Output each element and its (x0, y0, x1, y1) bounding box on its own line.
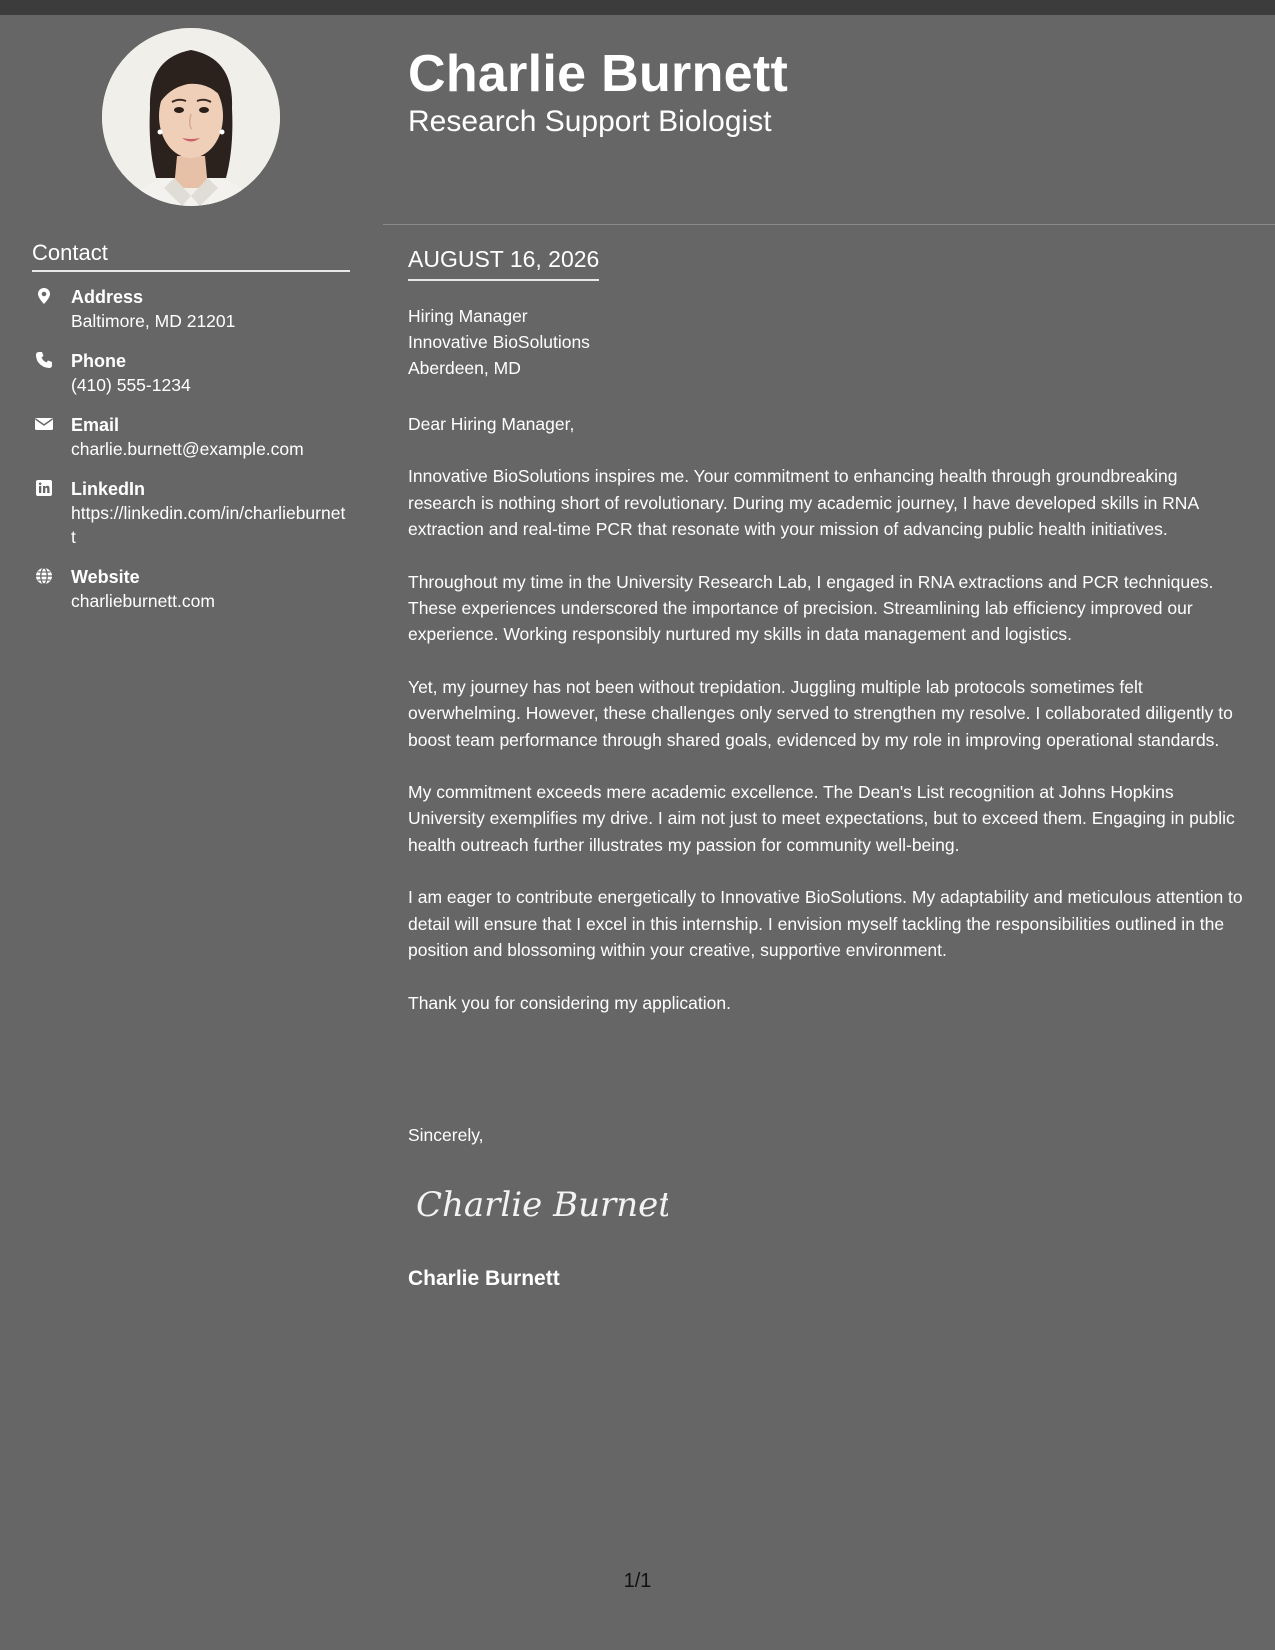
job-title: Research Support Biologist (408, 105, 772, 138)
contact-value: https://linkedin.com/in/charlieburnett (71, 503, 346, 547)
handwritten-signature (408, 1172, 668, 1232)
signed-name: Charlie Burnett (408, 1267, 560, 1290)
contact-list (32, 285, 352, 629)
contact-item-email (32, 413, 352, 461)
linkedin-icon (35, 479, 53, 497)
letter-paragraph: Throughout my time in the University Research Lab, I engaged in RNA extractions and PCR techniques. These experiences underscored the importance of precision. Streamlining lab efficiency improved our experience. Working responsibly nurtured my skills in data management and logistics. (408, 571, 1214, 645)
phone-icon (35, 351, 53, 369)
map-pin-icon (35, 287, 53, 305)
globe-icon (35, 567, 53, 585)
top-bar (0, 0, 1275, 15)
contact-item-linkedin (32, 477, 352, 549)
letter-paragraph: Innovative BioSolutions inspires me. Your commitment to enhancing health through groundbreaking research is nothing short of revolutionary. During my academic journey, I have developed skills in RNA extraction and real-time PCR that resonate with your mission of advancing public health initiatives. (408, 466, 1199, 540)
recipient-line: Hiring Manager (408, 306, 528, 326)
header-divider (383, 224, 1275, 225)
page-number: 1/1 (623, 1570, 652, 1592)
contact-label: Phone (71, 351, 127, 371)
letter-date: AUGUST 16, 2026 (408, 245, 599, 281)
contact-label: Email (71, 415, 120, 435)
contact-item-website (32, 565, 352, 613)
contact-label: Website (71, 567, 140, 587)
letter-paragraph: Yet, my journey has not been without trepidation. Juggling multiple lab protocols sometimes felt overwhelming. However, these challenges only served to strengthen my resolve. I collaborated diligently to boost team performance through shared goals, evidenced by my role in improving operational standards. (408, 676, 1233, 750)
contact-item-address (32, 285, 352, 333)
recipient-line: Innovative BioSolutions (408, 332, 590, 352)
recipient-block (408, 303, 590, 381)
contact-value: Baltimore, MD 21201 (71, 311, 236, 331)
letter-body (408, 411, 1248, 1042)
contact-value: charlie.burnett@example.com (71, 439, 304, 459)
recipient-line: Aberdeen, MD (408, 358, 521, 378)
contact-section-title: Contact (32, 240, 350, 272)
avatar (102, 28, 280, 206)
applicant-name: Charlie Burnett (408, 45, 789, 103)
envelope-icon (35, 415, 53, 433)
contact-label: Address (71, 287, 144, 307)
contact-value: charlieburnett.com (71, 591, 215, 611)
closing: Sincerely, (408, 1125, 484, 1145)
thanks-line: Thank you for considering my application. (408, 992, 731, 1013)
contact-value: (410) 555-1234 (71, 375, 191, 395)
svg-text:Charlie Burnett: Charlie Burnett (416, 1185, 668, 1225)
contact-label: LinkedIn (71, 479, 146, 499)
salutation: Dear Hiring Manager, (408, 414, 575, 434)
contact-item-phone (32, 349, 352, 397)
letter-paragraph: My commitment exceeds mere academic excellence. The Dean's List recognition at Johns Hopkins University exemplifies my drive. I aim not just to meet expectations, but to exceed them. Engaging in public health outreach further illustrates my passion for community well-being. (408, 782, 1235, 855)
letter-paragraph: I am eager to contribute energetically to Innovative BioSolutions. My adaptability and meticulous attention to detail will ensure that I excel in this internship. I envision myself tackling the responsibilities outlined in the position and blossoming within your creative, supportive environment. (408, 887, 1243, 961)
